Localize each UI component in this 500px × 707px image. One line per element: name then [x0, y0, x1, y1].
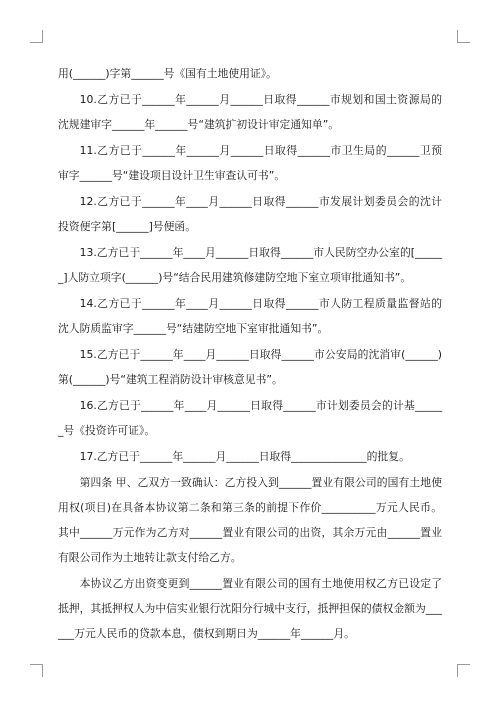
paragraph-item-15: 15.乙方已于______年____月______日取得______市公安局的沈消审(______)第(______)号“建筑工程消防设计审核意见书”。 — [58, 348, 442, 386]
paragraph-mortgage: 本协议乙方出资变更到______置业有限公司的国有土地使用权乙方已设定了抵押，其抵押权人为中信实业银行沈阳分行城中支行，抵押担保的债权金额为______万元人民币的贷款本息，债权到期日为______年______月。 — [58, 577, 442, 640]
paragraph-item-11: 11.乙方已于______年______月______日取得______市卫生局的______卫预审字______号“建设项目设计卫生审查认可书”。 — [58, 144, 442, 182]
crop-mark-top-left — [30, 30, 43, 43]
paragraph-land-certificate-tail: 用(______)字第______号《国有土地使用证》。 — [58, 67, 277, 80]
crop-mark-top-right — [457, 30, 470, 43]
paragraph-item-10: 10.乙方已于______年______月______日取得______市规划和国土资源局的沈规建审字______年______号“建筑扩初设计审定通知单”。 — [58, 93, 442, 131]
crop-mark-bottom-left — [30, 664, 43, 677]
paragraph-item-12: 12.乙方已于______年____月______日取得______市发展计划委员会的沈计投资便字第[______]号便函。 — [58, 195, 442, 233]
document-body — [58, 61, 442, 646]
paragraph-article-4: 第四条 甲、乙双方一致确认：乙方投入到______置业有限公司的国有土地使用权(项目)在具备本协议第二条和第三条的前提下作价__________万元人民币。其中______万元作为乙方对______置业有限公司的出资，其余万元由______置业有限公司作为土地转让款支付给乙方。 — [58, 476, 442, 564]
paragraph-item-13: 13.乙方已于______年____月______日取得______市人民防空办公室的[______]人防立项字(______)号“结合民用建筑修建防空地下室立项审批通知书”。 — [58, 246, 442, 284]
crop-mark-bottom-right — [457, 664, 470, 677]
paragraph-item-17: 17.乙方已于______年______月______日取得______________的批复。 — [79, 450, 410, 463]
paragraph-item-14: 14.乙方已于______年____月______日取得______市人防工程质量监督站的沈人防质监审字______号“结建防空地下室审批通知书”。 — [58, 297, 442, 335]
paragraph-item-16: 16.乙方已于______年____月______日取得______市计划委员会的计基______号《投资许可证》。 — [58, 399, 442, 437]
